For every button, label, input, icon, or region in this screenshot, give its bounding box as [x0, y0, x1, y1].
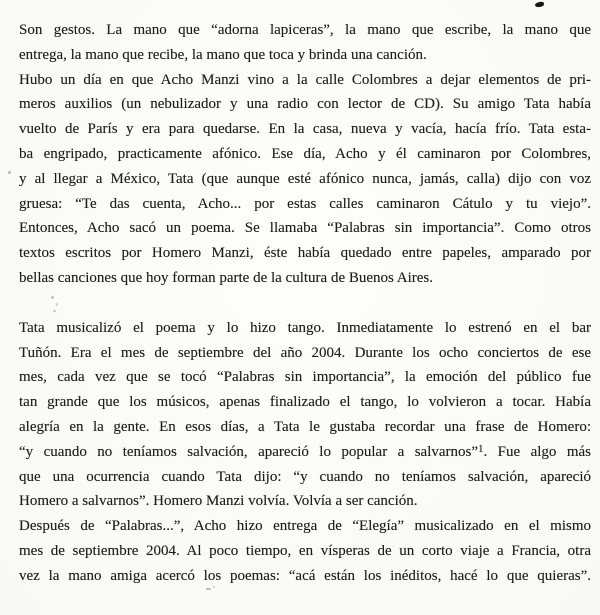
text-line: textos escritos por Homero Manzi, éste había quedado entre papeles, amparado por: [19, 245, 591, 262]
text-line: Hubo un día en que Acho Manzi vino a la calle Colombres a dejar elementos de pri-: [19, 71, 591, 88]
footnote-ref: 1: [478, 442, 484, 455]
paragraph-tango-estreno: [19, 316, 591, 514]
scan-speck: [213, 586, 215, 588]
text-line: Son gestos. La mano que “adorna lapiceras”, la mano que escribe, la mano que: [19, 22, 591, 38]
text-line: y al llegar a México, Tata (que aunque esté afónico nunca, jamás, calla) dijo con voz: [19, 170, 591, 187]
text-line: ba engripado, practicamente afónico. Ese día, Acho y él caminaron por Colombres,: [19, 145, 591, 162]
quote-text: “y cuando no teníamos salvación, apareció lo popular a salvarnos”: [19, 443, 479, 460]
text-line: Entonces, Acho sacó un poema. Se llamaba “Palabras sin importancia”. Como otros: [19, 220, 591, 237]
text-line: Tuñón. Era el mes de septiembre del año 2004. Durante los ocho conciertos de ese: [19, 344, 591, 361]
scan-speck: [53, 310, 56, 312]
text-line: entrega, la mano que recibe, la mano que toca y brinda una canción.: [19, 46, 427, 63]
text-line: vuelto de París y era para quedarse. En la casa, nueva y vacía, hacía frío. Tata esta-: [19, 121, 591, 138]
text-line: tan grande que los músicos, apenas finalizado el tango, lo volvieron a tocar. Había: [19, 394, 591, 411]
quote-text-tail: . Fue algo más: [483, 443, 591, 460]
paragraph-elegia: [19, 514, 591, 588]
scan-speck: [206, 588, 211, 590]
paragraph-gestos: [19, 18, 591, 68]
text-line: mes, cada vez que se tocó “Palabras sin importancia”, la emoción del público fue: [19, 369, 591, 386]
text-line: meros auxilios (un nebulizador y una radio con lector de CD). Su amigo Tata había: [19, 96, 591, 113]
scan-speck: [56, 303, 58, 306]
scan-speck: [8, 171, 11, 174]
text-line-with-footnote: [19, 440, 591, 465]
text-line: vez la mano amiga acercó los poemas: “acá están los inéditos, hacé lo que quieras”.: [19, 567, 591, 584]
text-line: que una ocurrencia cuando Tata dijo: “y cuando no teníamos salvación, apareció: [19, 468, 591, 485]
ink-speck: [535, 1, 545, 7]
text-line: gruesa: “Te das cuenta, Acho... por estas calles caminaron Cátulo y tu viejo”.: [19, 195, 591, 212]
scan-speck: [51, 296, 54, 299]
text-line: Después de “Palabras...”, Acho hizo entrega de “Elegía” musicalizado en el mismo: [19, 518, 591, 535]
text-line: alegría en la gente. En esos días, a Tata le gustaba recordar una frase de Homero:: [19, 418, 591, 435]
text-line: Tata musicalizó el poema y lo hizo tango. Inmediatamente lo estrenó en el bar: [19, 319, 591, 336]
text-line: Homero a salvarnos”. Homero Manzi volvía. Volvía a ser canción.: [19, 493, 418, 510]
paragraph-acho-visita: [19, 68, 591, 291]
text-line: bellas canciones que hoy forman parte de la cultura de Buenos Aires.: [19, 269, 434, 286]
text-line: mes de septiembre 2004. Al poco tiempo, en vísperas de un corto viaje a Francia, otra: [19, 542, 591, 559]
